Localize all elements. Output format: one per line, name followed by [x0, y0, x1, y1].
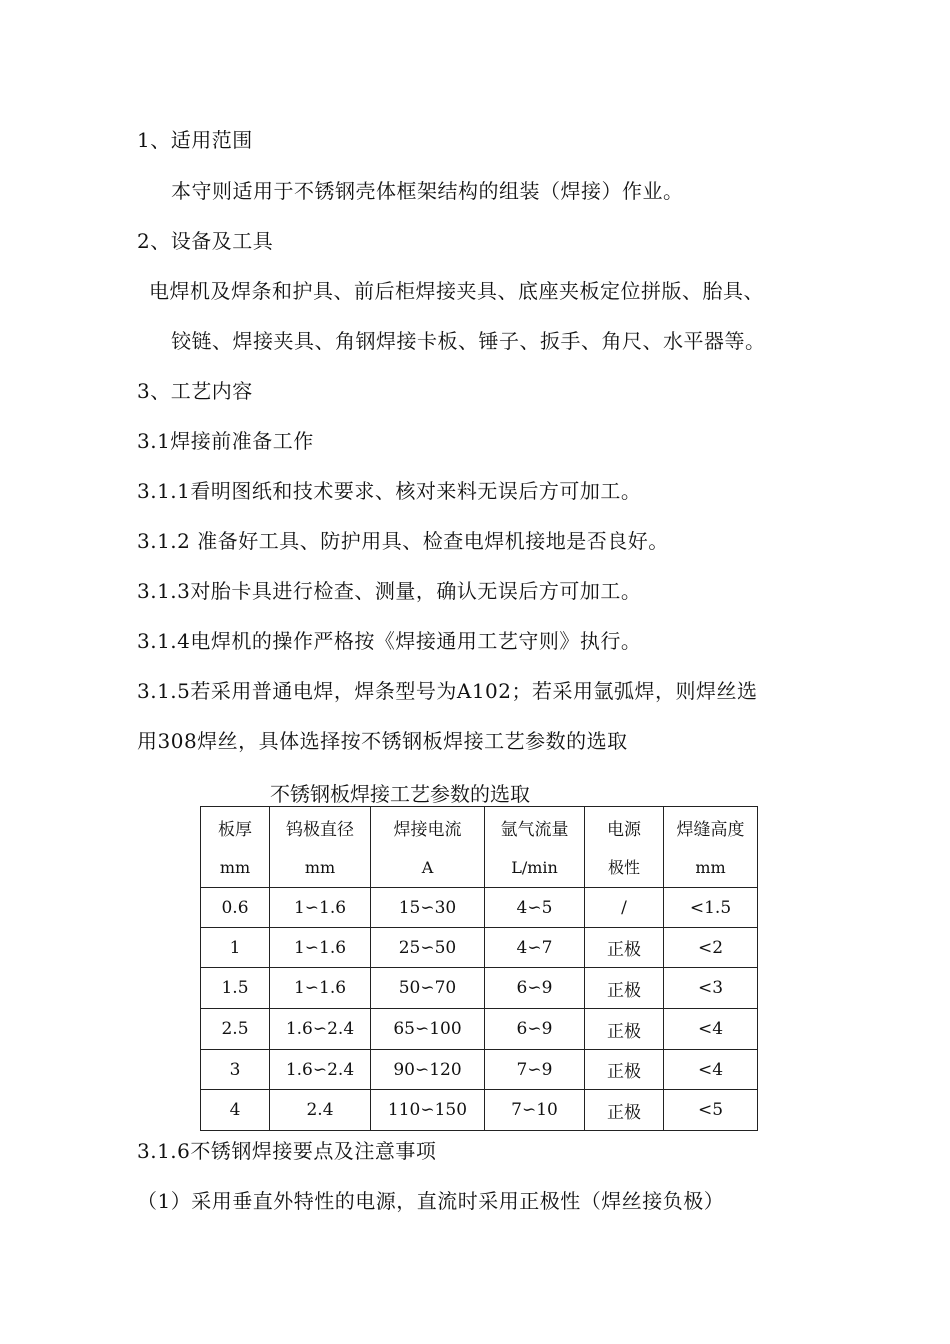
item-3-1-2: 3.1.2 准备好工具、防护用具、检查电焊机接地是否良好。 [137, 529, 669, 553]
table-cell: 正极 [585, 1050, 664, 1090]
table-cell: 正极 [585, 1009, 664, 1050]
header-welding-current [371, 807, 485, 888]
header-label: 电源 [607, 820, 641, 840]
table-cell: 正极 [585, 968, 664, 1009]
table-row [201, 1090, 758, 1131]
table-cell: <2 [664, 928, 758, 968]
table-cell: 3 [201, 1050, 270, 1090]
header-unit: mm [695, 858, 726, 877]
table-cell: 90∽120 [371, 1050, 485, 1090]
table-cell: 25∽50 [371, 928, 485, 968]
table-header-row [201, 807, 758, 888]
item-3-1-5-line-1: 3.1.5若采用普通电焊，焊条型号为A102；若采用氩弧焊，则焊丝选 [137, 679, 758, 703]
table-cell: 6∽9 [485, 1009, 585, 1050]
table-cell: 1.6∽2.4 [270, 1009, 371, 1050]
table-cell: <5 [664, 1090, 758, 1131]
table-cell: 15∽30 [371, 888, 485, 928]
header-label: 焊接电流 [393, 820, 462, 840]
table-row [201, 1009, 758, 1050]
header-unit: A [421, 858, 434, 877]
item-3-1-3: 3.1.3对胎卡具进行检查、测量，确认无误后方可加工。 [137, 579, 642, 603]
item-3-1-1: 3.1.1看明图纸和技术要求、核对来料无误后方可加工。 [137, 479, 642, 503]
table-cell: 50∽70 [371, 968, 485, 1009]
table-cell: 1.6∽2.4 [270, 1050, 371, 1090]
table-cell: 2.5 [201, 1009, 270, 1050]
item-3-1-5-line-2: 用308焊丝，具体选择按不锈钢板焊接工艺参数的选取 [137, 729, 628, 753]
header-label: 氩气流量 [500, 820, 569, 840]
table-cell: 0.6 [201, 888, 270, 928]
table-cell: 4∽5 [485, 888, 585, 928]
item-3-1-4: 3.1.4电焊机的操作严格按《焊接通用工艺守则》执行。 [137, 629, 642, 653]
header-unit: mm [219, 858, 251, 877]
header-label: 焊缝高度 [676, 820, 745, 840]
welding-parameters-table [200, 806, 758, 1131]
table-caption: 不锈钢板焊接工艺参数的选取 [270, 782, 530, 806]
header-unit: mm [304, 858, 336, 877]
table-cell: 4 [201, 1090, 270, 1131]
section-heading-equipment: 2、设备及工具 [137, 229, 274, 253]
header-power-polarity [585, 807, 664, 888]
table-cell: 4∽7 [485, 928, 585, 968]
header-label: 板厚 [218, 820, 252, 840]
scope-paragraph: 本守则适用于不锈钢壳体框架结构的组装（焊接）作业。 [171, 179, 684, 203]
header-argon-flow [485, 807, 585, 888]
table-cell: 7∽10 [485, 1090, 585, 1131]
header-unit: 极性 [607, 858, 640, 877]
table-cell: 1∽1.6 [270, 968, 371, 1009]
table-cell: <4 [664, 1009, 758, 1050]
table-cell: 65∽100 [371, 1009, 485, 1050]
header-label: 钨极直径 [286, 820, 354, 840]
table-cell: / [585, 888, 664, 928]
table-cell: 6∽9 [485, 968, 585, 1009]
header-thickness [201, 807, 270, 888]
item-3-1-6-heading: 3.1.6不锈钢焊接要点及注意事项 [137, 1139, 437, 1163]
table-cell: 正极 [585, 1090, 664, 1131]
header-tungsten-diameter [270, 807, 371, 888]
table-row [201, 968, 758, 1009]
table-cell: <3 [664, 968, 758, 1009]
table-row [201, 888, 758, 928]
table-cell: 1 [201, 928, 270, 968]
equipment-line-1: 电焊机及焊条和护具、前后柜焊接夹具、底座夹板定位拼版、胎具、 [149, 279, 764, 303]
table-cell: 2.4 [270, 1090, 371, 1131]
table-cell: 110∽150 [371, 1090, 485, 1131]
table-cell: <1.5 [664, 888, 758, 928]
table-cell: 7∽9 [485, 1050, 585, 1090]
note-1: （1）采用垂直外特性的电源，直流时采用正极性（焊丝接负极） [137, 1189, 725, 1213]
table-row [201, 928, 758, 968]
section-heading-scope: 1、适用范围 [137, 128, 253, 152]
table-row [201, 1050, 758, 1090]
subsection-heading-preparation: 3.1焊接前准备工作 [137, 429, 314, 453]
table-cell: 1.5 [201, 968, 270, 1009]
table-cell: <4 [664, 1050, 758, 1090]
equipment-line-2: 铰链、焊接夹具、角钢焊接卡板、锤子、扳手、角尺、水平器等。 [171, 329, 766, 353]
section-heading-process: 3、工艺内容 [137, 379, 253, 403]
table-cell: 1∽1.6 [270, 928, 371, 968]
table-cell: 正极 [585, 928, 664, 968]
table-cell: 1∽1.6 [270, 888, 371, 928]
header-weld-height [664, 807, 758, 888]
header-unit: L/min [511, 858, 558, 877]
